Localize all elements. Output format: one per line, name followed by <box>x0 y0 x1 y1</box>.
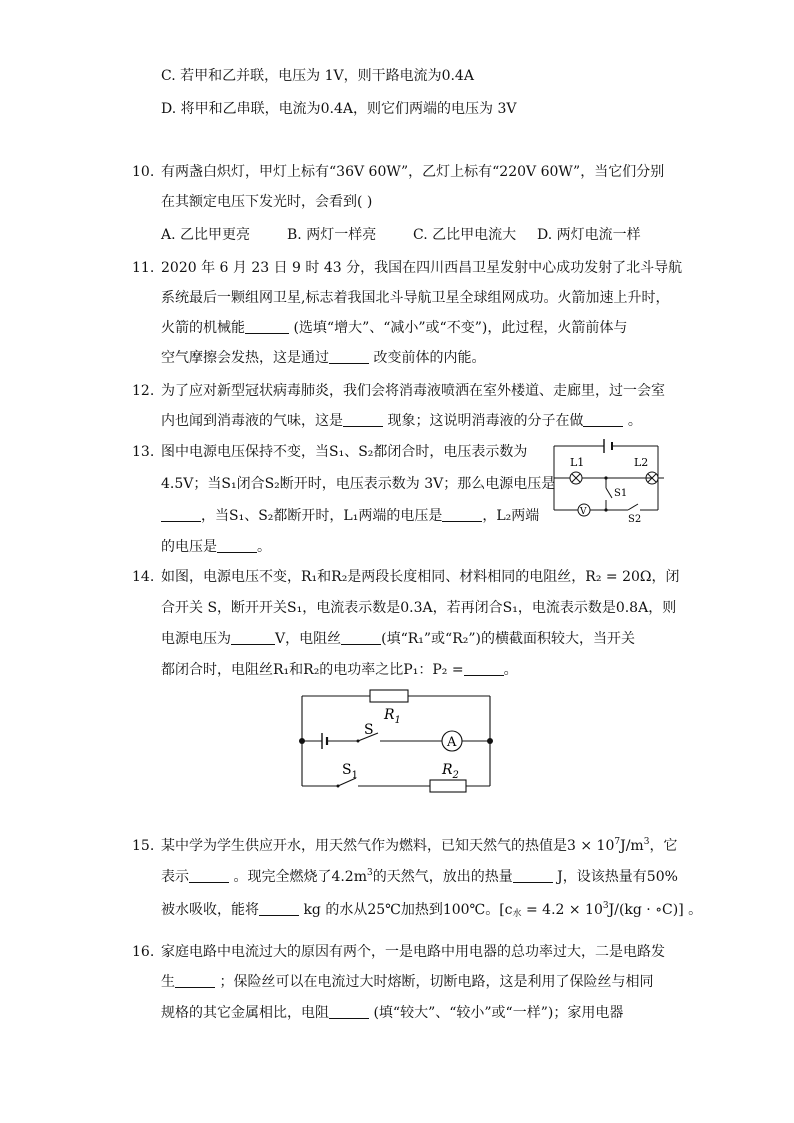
q12-number: 12. <box>132 383 155 399</box>
answer-blank[interactable] <box>189 868 229 883</box>
q13-line3-text-a: ，当S₁、S₂都断开时，L₁两端的电压是 <box>201 508 443 524</box>
answer-blank[interactable] <box>343 412 383 427</box>
circuit-label-s: S <box>364 722 374 738</box>
circuit-label-r1: $R_1$ <box>384 707 401 726</box>
q11-line3-text-a: 火箭的机械能 <box>161 320 245 336</box>
q14-line4-text-b: 。 <box>503 662 518 678</box>
q16-line2-text-b: ；保险丝可以在电流过大时熔断，切断电路，这是利用了保险丝与相同 <box>215 974 654 990</box>
circuit-label-s1: $S_1$ <box>342 762 358 781</box>
q11-number: 11. <box>132 260 155 276</box>
q15-line3-text-b: kg 的水从25℃加热到100℃。[c <box>299 902 513 918</box>
answer-blank[interactable] <box>464 661 504 676</box>
q15-line1 <box>161 836 677 856</box>
q16-line1: 家庭电路中电流过大的原因有两个，一是电路中用电器的总功率过大，二是电路发 <box>161 944 665 960</box>
q16-line2 <box>161 972 653 992</box>
q15-line1-text-a: 某中学为学生供应开水，用天然气作为燃料，已知天然气的热值是3 × 10 <box>161 838 615 854</box>
q10-number: 10. <box>132 164 155 180</box>
answer-blank[interactable] <box>442 507 482 522</box>
q15-line2-sup: 3 <box>367 868 373 878</box>
q13-line3-text-b: ，L₂两端 <box>482 508 540 524</box>
q15-line1-sup2: 3 <box>643 837 650 847</box>
q15-line2 <box>161 867 678 887</box>
answer-blank[interactable] <box>341 630 381 645</box>
q13-line4-text-a: 的电压是 <box>161 539 217 555</box>
q14-circuit-diagram <box>296 684 496 796</box>
q10-option-c: C. 乙比甲电流大 <box>413 227 517 243</box>
q14-line4 <box>161 660 518 680</box>
q11-line4-text-a: 空气摩擦会发热，这是通过 <box>161 350 329 366</box>
answer-blank[interactable] <box>231 630 275 645</box>
answer-blank[interactable] <box>259 901 299 916</box>
q14-line3-text-b: V，电阻丝 <box>275 631 342 647</box>
q15-line1-text-b: J/m <box>620 838 644 854</box>
q15-line2-text-a: 表示 <box>161 869 189 885</box>
q11-line3 <box>161 318 627 338</box>
circuit-label-r2: $R_2$ <box>442 762 459 781</box>
circuit-label-l2: L2 <box>634 456 649 469</box>
q9-option-d: D. 将甲和乙串联，电流为0.4A，则它们两端的电压为 3V <box>161 101 517 117</box>
q15-line1-sup: 7 <box>614 837 621 847</box>
q15-line2-text-d: J，设该热量有50% <box>552 869 678 885</box>
answer-blank[interactable] <box>161 507 201 522</box>
q16-line3 <box>161 1003 623 1023</box>
q11-line4 <box>161 348 485 368</box>
q13-number: 13. <box>132 444 155 460</box>
circuit-label-s1: S1 <box>614 488 628 499</box>
q11-line2: 系统最后一颗组网卫星,标志着我国北斗导航卫星全球组网成功。火箭加速上升时， <box>161 290 670 306</box>
answer-blank[interactable] <box>175 973 215 988</box>
q14-line4-text-a: 都闭合时，电阻丝R₁和R₂的电功率之比P₁：P₂ = <box>161 662 464 678</box>
q11-line3-text-b: (选填“增大”、“减小”或“不变”)，此过程，火箭前体与 <box>289 320 628 336</box>
q15-line1-text-c: ，它 <box>649 838 678 854</box>
q13-circuit-diagram <box>548 434 664 524</box>
q15-line3-text-a: 被水吸收，能将 <box>161 902 259 918</box>
q13-line2: 4.5V；当S₁闭合S₂断开时，电压表示数为 3V；那么电源电压是 <box>161 476 556 492</box>
q13-line3 <box>161 506 539 526</box>
q13-line4-text-b: 。 <box>257 539 271 555</box>
q10-stem-line2: 在其额定电压下发光时，会看到( ) <box>161 194 373 210</box>
answer-blank[interactable] <box>329 349 369 364</box>
q10-option-b: B. 两灯一样亮 <box>287 227 377 243</box>
q14-line2: 合开关 S，断开开关S₁，电流表示数是0.3A，若再闭合S₁，电流表示数是0.8A，则 <box>161 600 677 616</box>
q14-line3 <box>161 629 635 649</box>
q14-number: 14. <box>132 569 155 585</box>
q12-line2 <box>161 411 642 431</box>
q15-line3-text-c: = 4.2 × 10 <box>521 902 603 918</box>
answer-blank[interactable] <box>513 868 553 883</box>
q12-line2-text-b: 现象；这说明消毒液的分子在做 <box>383 413 584 429</box>
q15-line2-text-b: 。现完全燃烧了4.2m <box>229 869 367 885</box>
q16-line3-text-a: 规格的其它金属相比，电阻 <box>161 1005 329 1021</box>
q14-line3-text-a: 电源电压为 <box>161 631 231 647</box>
circuit-label-l1: L1 <box>570 456 585 469</box>
circuit-label-voltmeter: V <box>580 507 587 517</box>
q16-number: 16. <box>132 944 155 960</box>
answer-blank[interactable] <box>583 412 623 427</box>
q15-line3-sub: 水 <box>512 909 522 919</box>
q16-line2-text-a: 生 <box>161 974 175 990</box>
q13-line1: 图中电源电压保持不变，当S₁、S₂都闭合时，电压表示数为 <box>161 444 528 460</box>
q12-line2-text-a: 内也闻到消毒液的气味，这是 <box>161 413 343 429</box>
q15-number: 15. <box>132 838 155 854</box>
q10-option-d: D. 两灯电流一样 <box>537 227 641 243</box>
q10-option-a: A. 乙比甲更亮 <box>161 227 251 243</box>
q11-line4-text-b: 改变前体的内能。 <box>369 350 486 366</box>
circuit-label-s2: S2 <box>628 514 642 524</box>
answer-blank[interactable] <box>217 538 257 553</box>
q15-line3 <box>161 900 702 920</box>
q13-line4 <box>161 537 271 557</box>
answer-blank[interactable] <box>245 319 289 334</box>
q15-line2-text-c: 的天然气，放出的热量 <box>372 869 513 885</box>
q10-stem-line1: 有两盏白炽灯，甲灯上标有“36V 60W”，乙灯上标有“220V 60W”，当它们分别 <box>161 164 665 180</box>
q14-line1: 如图，电源电压不变，R₁和R₂是两段长度相同、材料相同的电阻丝，R₂ = 20Ω，闭 <box>161 569 680 585</box>
q11-line1: 2020 年 6 月 23 日 9 时 43 分，我国在四川西昌卫星发射中心成功发射了北斗导航 <box>161 260 683 276</box>
q12-line1: 为了应对新型冠状病毒肺炎，我们会将消毒液喷洒在室外楼道、走廊里，过一会室 <box>161 383 665 399</box>
ammeter-label: A <box>447 735 457 750</box>
q16-line3-text-b: (填“较大”、“较小”或“一样”)；家用电器 <box>369 1005 624 1021</box>
answer-blank[interactable] <box>329 1004 369 1019</box>
q12-line2-text-c: 。 <box>623 413 642 429</box>
q9-option-c: C. 若甲和乙并联，电压为 1V，则干路电流为0.4A <box>161 68 474 84</box>
q15-line3-text-d: J/(kg · ∘C)] 。 <box>608 902 703 918</box>
q14-line3-text-c: (填“R₁”或“R₂”)的横截面积较大，当开关 <box>381 631 635 647</box>
q15-line3-sup: 3 <box>602 901 609 911</box>
